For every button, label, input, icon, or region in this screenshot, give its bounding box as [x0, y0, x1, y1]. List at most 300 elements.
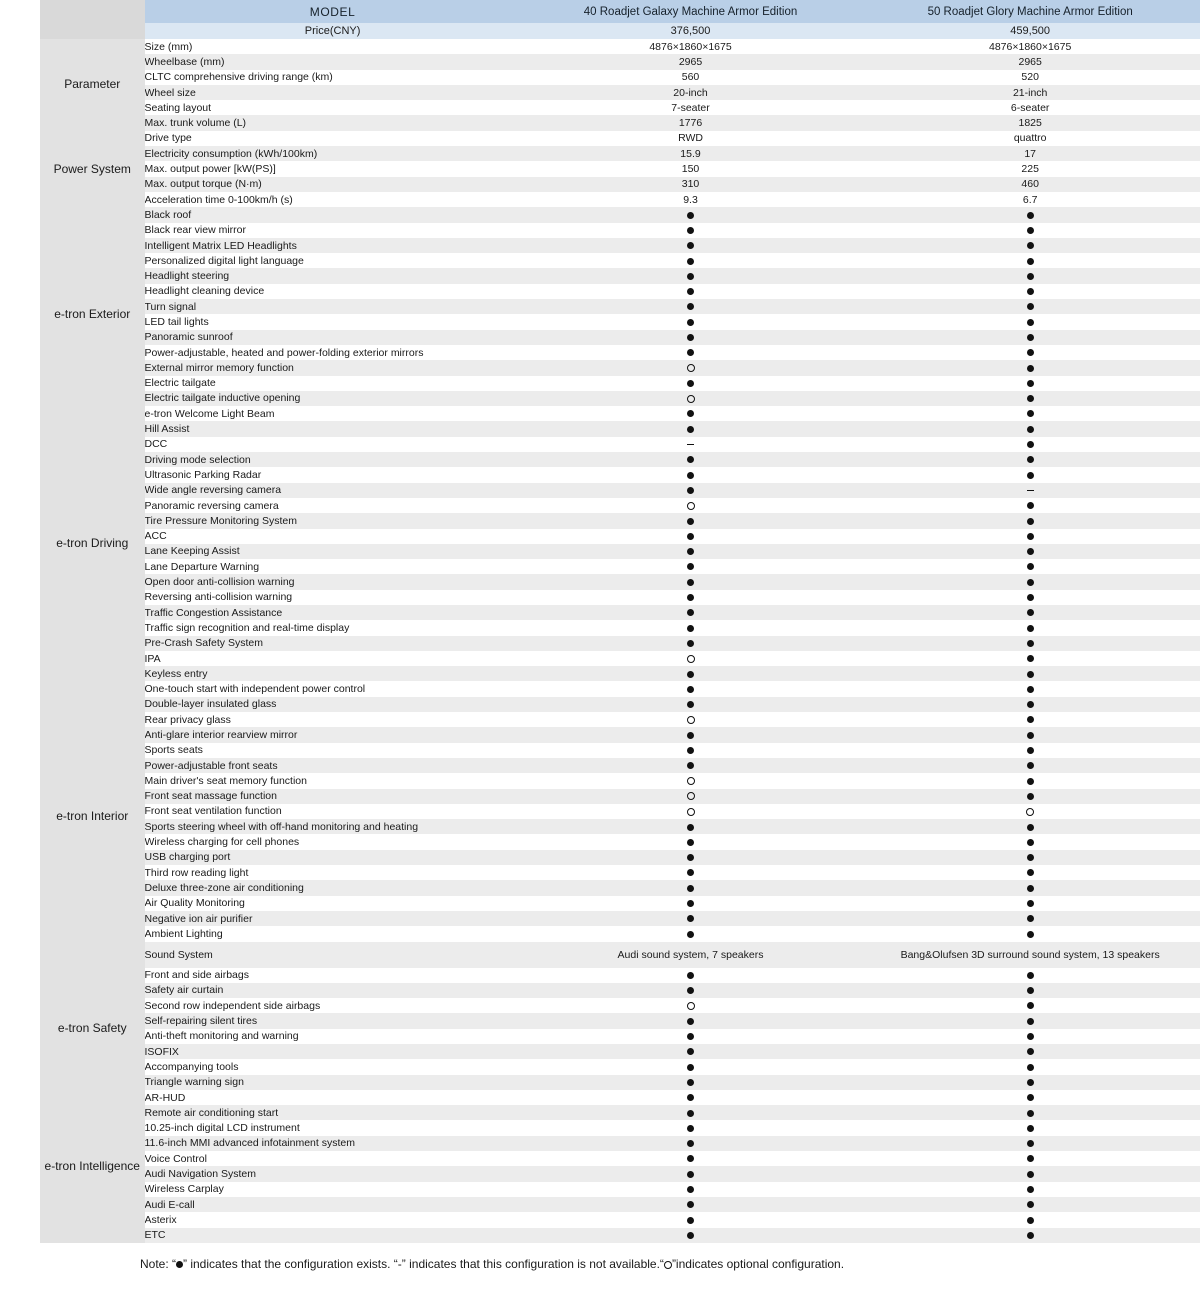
- spec-mark-cell: [521, 574, 861, 589]
- filled-circle-icon: [687, 319, 694, 326]
- spec-mark-cell: [860, 789, 1200, 804]
- spec-value-cell: Audi sound system, 7 speakers: [521, 942, 861, 968]
- filled-circle-icon: [687, 987, 694, 994]
- spec-mark-cell: [521, 968, 861, 983]
- filled-circle-icon: [687, 227, 694, 234]
- spec-mark-cell: [860, 968, 1200, 983]
- feature-label: Max. output power [kW(PS)]: [145, 161, 521, 176]
- spec-mark-cell: [860, 467, 1200, 482]
- filled-circle-icon: [687, 472, 694, 479]
- filled-circle-icon: [1027, 456, 1034, 463]
- filled-circle-icon: [1027, 1155, 1034, 1162]
- spec-mark-cell: [521, 998, 861, 1013]
- feature-label: ETC: [145, 1228, 521, 1243]
- filled-circle-icon: [1027, 716, 1034, 723]
- spec-mark-cell: [521, 1059, 861, 1074]
- spec-row: [40, 1182, 1200, 1197]
- spec-mark-cell: [521, 1075, 861, 1090]
- spec-mark-cell: [521, 314, 861, 329]
- spec-row: [40, 636, 1200, 651]
- filled-circle-icon: [1027, 227, 1034, 234]
- filled-circle-icon: [1027, 1002, 1034, 1009]
- spec-row: [40, 115, 1200, 130]
- spec-mark-cell: [860, 880, 1200, 895]
- feature-label: Third row reading light: [145, 865, 521, 880]
- filled-circle-icon: [1027, 1217, 1034, 1224]
- filled-circle-icon: [1027, 441, 1034, 448]
- spec-row: [40, 819, 1200, 834]
- spec-mark-cell: [860, 207, 1200, 222]
- spec-mark-cell: [860, 1105, 1200, 1120]
- spec-mark-cell: [521, 1029, 861, 1044]
- filled-circle-icon: [687, 824, 694, 831]
- filled-circle-icon: [1027, 655, 1034, 662]
- filled-circle-icon: [1027, 1064, 1034, 1071]
- feature-label: Traffic Congestion Assistance: [145, 605, 521, 620]
- spec-mark-cell: [860, 743, 1200, 758]
- feature-label: Black rear view mirror: [145, 223, 521, 238]
- spec-mark-cell: [521, 1182, 861, 1197]
- filled-circle-icon: [1027, 972, 1034, 979]
- spec-value-cell: quattro: [860, 131, 1200, 146]
- spec-row: [40, 391, 1200, 406]
- legend-note-mid2: ”indicates optional configuration.: [671, 1256, 845, 1271]
- filled-circle-icon: [687, 640, 694, 647]
- spec-mark-cell: [860, 1059, 1200, 1074]
- group-label-5: e-tron Interior: [40, 666, 145, 967]
- filled-circle-icon: [687, 594, 694, 601]
- filled-circle-icon: [1027, 778, 1034, 785]
- spec-row: [40, 620, 1200, 635]
- filled-circle-icon: [1027, 931, 1034, 938]
- spec-mark-cell: [521, 406, 861, 421]
- spec-row: [40, 253, 1200, 268]
- spec-row: [40, 697, 1200, 712]
- filled-circle-icon: [1027, 854, 1034, 861]
- feature-label: Main driver's seat memory function: [145, 773, 521, 788]
- feature-label: Headlight steering: [145, 268, 521, 283]
- feature-label: Driving mode selection: [145, 452, 521, 467]
- spec-row: [40, 743, 1200, 758]
- filled-circle-icon: [1027, 900, 1034, 907]
- spec-mark-cell: [860, 926, 1200, 941]
- feature-label: Max. output torque (N·m): [145, 177, 521, 192]
- filled-circle-icon: [1027, 671, 1034, 678]
- spec-row: [40, 544, 1200, 559]
- spec-row: [40, 192, 1200, 207]
- legend-note: [140, 1257, 1200, 1271]
- spec-value-cell: 4876×1860×1675: [521, 39, 861, 54]
- spec-mark-cell: [860, 681, 1200, 696]
- spec-mark-cell: [860, 983, 1200, 998]
- spec-mark-cell: [860, 452, 1200, 467]
- spec-value-cell: 1776: [521, 115, 861, 130]
- feature-label: Wireless Carplay: [145, 1182, 521, 1197]
- spec-mark-cell: [521, 666, 861, 681]
- filled-circle-icon: [1027, 319, 1034, 326]
- filled-circle-icon: [1027, 987, 1034, 994]
- spec-mark-cell: [860, 376, 1200, 391]
- price-value-1: 376,500: [521, 23, 861, 39]
- spec-mark-cell: [860, 253, 1200, 268]
- spec-row: [40, 773, 1200, 788]
- feature-label: Power-adjustable front seats: [145, 758, 521, 773]
- header-corner-cell: [40, 0, 145, 23]
- spec-row: [40, 1166, 1200, 1181]
- spec-row: [40, 926, 1200, 941]
- legend-note-prefix: Note: “: [140, 1256, 177, 1271]
- filled-circle-icon: [1027, 747, 1034, 754]
- spec-value-cell: 7-seater: [521, 100, 861, 115]
- spec-mark-cell: [521, 376, 861, 391]
- spec-row: [40, 238, 1200, 253]
- feature-label: Wheel size: [145, 85, 521, 100]
- feature-label: Max. trunk volume (L): [145, 115, 521, 130]
- spec-mark-cell: [521, 1105, 861, 1120]
- filled-circle-icon: [687, 426, 694, 433]
- spec-mark-cell: [521, 238, 861, 253]
- spec-row: [40, 70, 1200, 85]
- filled-circle-icon: [687, 380, 694, 387]
- feature-label: Size (mm): [145, 39, 521, 54]
- spec-row: [40, 39, 1200, 54]
- spec-mark-cell: [860, 544, 1200, 559]
- spec-row: [40, 1075, 1200, 1090]
- feature-label: Keyless entry: [145, 666, 521, 681]
- filled-circle-icon: [1027, 273, 1034, 280]
- spec-mark-cell: [860, 850, 1200, 865]
- feature-label: Second row independent side airbags: [145, 998, 521, 1013]
- price-row: [40, 23, 1200, 39]
- spec-row: [40, 146, 1200, 161]
- spec-row: [40, 54, 1200, 69]
- spec-mark-cell: [521, 681, 861, 696]
- hollow-circle-icon: [687, 364, 695, 372]
- spec-mark-cell: [860, 1029, 1200, 1044]
- spec-mark-cell: [860, 330, 1200, 345]
- filled-circle-icon: [1027, 533, 1034, 540]
- spec-mark-cell: [521, 865, 861, 880]
- filled-circle-icon: [687, 762, 694, 769]
- filled-circle-icon: [687, 900, 694, 907]
- spec-row: [40, 651, 1200, 666]
- spec-mark-cell: [521, 391, 861, 406]
- filled-circle-icon: [687, 1201, 694, 1208]
- feature-label: Double-layer insulated glass: [145, 697, 521, 712]
- filled-circle-icon: [687, 1110, 694, 1117]
- spec-row: [40, 330, 1200, 345]
- feature-label: Sports steering wheel with off-hand monitoring and heating: [145, 819, 521, 834]
- feature-label: Remote air conditioning start: [145, 1105, 521, 1120]
- spec-row: [40, 605, 1200, 620]
- feature-label: Sports seats: [145, 743, 521, 758]
- filled-circle-icon: [1027, 426, 1034, 433]
- spec-mark-cell: [521, 529, 861, 544]
- spec-row: [40, 406, 1200, 421]
- feature-label: IPA: [145, 651, 521, 666]
- spec-mark-cell: [521, 1212, 861, 1227]
- filled-circle-icon: [687, 518, 694, 525]
- filled-circle-icon: [687, 1079, 694, 1086]
- spec-mark-cell: [521, 253, 861, 268]
- spec-row: [40, 968, 1200, 983]
- spec-mark-cell: [860, 727, 1200, 742]
- spec-mark-cell: [860, 498, 1200, 513]
- filled-circle-icon: [687, 258, 694, 265]
- spec-row: [40, 100, 1200, 115]
- spec-row: [40, 299, 1200, 314]
- filled-circle-icon: [687, 854, 694, 861]
- feature-label: Sound System: [145, 942, 521, 968]
- feature-label: Anti-theft monitoring and warning: [145, 1029, 521, 1044]
- filled-circle-icon: [1027, 502, 1034, 509]
- feature-label: Headlight cleaning device: [145, 284, 521, 299]
- feature-label: Audi E-call: [145, 1197, 521, 1212]
- group-label-2: Power System: [40, 131, 145, 207]
- feature-label: Tire Pressure Monitoring System: [145, 513, 521, 528]
- feature-label: Accompanying tools: [145, 1059, 521, 1074]
- spec-mark-cell: [521, 911, 861, 926]
- spec-mark-cell: [521, 513, 861, 528]
- filled-circle-icon: [687, 288, 694, 295]
- spec-mark-cell: [521, 1136, 861, 1151]
- filled-circle-icon: [1027, 1033, 1034, 1040]
- group-label-6: e-tron Safety: [40, 968, 145, 1090]
- filled-circle-icon: [1027, 1171, 1034, 1178]
- header-trim-1: 40 Roadjet Galaxy Machine Armor Edition: [521, 0, 861, 23]
- spec-mark-cell: [521, 758, 861, 773]
- spec-mark-cell: [860, 299, 1200, 314]
- spec-mark-cell: [521, 559, 861, 574]
- hollow-circle-icon: [687, 655, 695, 663]
- spec-mark-cell: [860, 406, 1200, 421]
- filled-circle-icon: [687, 869, 694, 876]
- spec-mark-cell: [521, 268, 861, 283]
- spec-mark-cell: [521, 223, 861, 238]
- filled-circle-icon: [1027, 349, 1034, 356]
- hollow-circle-icon: [687, 395, 695, 403]
- spec-value-cell: RWD: [521, 131, 861, 146]
- filled-circle-icon: [687, 839, 694, 846]
- spec-row: [40, 804, 1200, 819]
- feature-label: Personalized digital light language: [145, 253, 521, 268]
- filled-circle-icon: [1027, 762, 1034, 769]
- filled-circle-icon: [687, 1155, 694, 1162]
- spec-mark-cell: [521, 1120, 861, 1135]
- filled-circle-icon: [687, 212, 694, 219]
- filled-circle-icon: [1027, 1094, 1034, 1101]
- dash-icon: [1027, 490, 1034, 491]
- spec-mark-cell: [521, 1044, 861, 1059]
- filled-circle-icon: [687, 349, 694, 356]
- feature-label: CLTC comprehensive driving range (km): [145, 70, 521, 85]
- filled-circle-icon: [1027, 410, 1034, 417]
- spec-mark-cell: [521, 544, 861, 559]
- spec-row: [40, 1044, 1200, 1059]
- feature-label: LED tail lights: [145, 314, 521, 329]
- spec-row: [40, 758, 1200, 773]
- spec-mark-cell: [521, 207, 861, 222]
- spec-value-cell: 6.7: [860, 192, 1200, 207]
- hollow-circle-icon: [687, 716, 695, 724]
- spec-row: [40, 712, 1200, 727]
- feature-label: Rear privacy glass: [145, 712, 521, 727]
- filled-circle-icon: [1027, 732, 1034, 739]
- spec-row: [40, 467, 1200, 482]
- feature-label: Intelligent Matrix LED Headlights: [145, 238, 521, 253]
- spec-row: [40, 1013, 1200, 1028]
- spec-table: [40, 0, 1200, 1243]
- hollow-circle-icon: [1026, 808, 1034, 816]
- spec-mark-cell: [860, 1013, 1200, 1028]
- filled-circle-icon: [687, 915, 694, 922]
- spec-value-cell: 2965: [860, 54, 1200, 69]
- spec-value-cell: 150: [521, 161, 861, 176]
- feature-label: Audi Navigation System: [145, 1166, 521, 1181]
- spec-mark-cell: [521, 1228, 861, 1243]
- spec-mark-cell: [860, 998, 1200, 1013]
- filled-circle-icon: [1027, 793, 1034, 800]
- spec-row: [40, 666, 1200, 681]
- spec-mark-cell: [860, 590, 1200, 605]
- filled-circle-icon: [1027, 548, 1034, 555]
- group-label-4: e-tron Driving: [40, 421, 145, 666]
- spec-row: [40, 559, 1200, 574]
- filled-circle-icon: [687, 1171, 694, 1178]
- spec-row: [40, 314, 1200, 329]
- spec-value-cell: 2965: [521, 54, 861, 69]
- filled-circle-icon: [176, 1261, 183, 1268]
- spec-row: [40, 1151, 1200, 1166]
- filled-circle-icon: [1027, 1125, 1034, 1132]
- spec-row: [40, 1197, 1200, 1212]
- spec-mark-cell: [521, 360, 861, 375]
- feature-label: Reversing anti-collision warning: [145, 590, 521, 605]
- filled-circle-icon: [687, 1064, 694, 1071]
- filled-circle-icon: [687, 671, 694, 678]
- spec-value-cell: 1825: [860, 115, 1200, 130]
- filled-circle-icon: [1027, 915, 1034, 922]
- spec-mark-cell: [521, 834, 861, 849]
- spec-mark-cell: [860, 804, 1200, 819]
- feature-label: Black roof: [145, 207, 521, 222]
- feature-label: Asterix: [145, 1212, 521, 1227]
- filled-circle-icon: [687, 686, 694, 693]
- feature-label: Electricity consumption (kWh/100km): [145, 146, 521, 161]
- feature-label: Power-adjustable, heated and power-folding exterior mirrors: [145, 345, 521, 360]
- filled-circle-icon: [1027, 365, 1034, 372]
- feature-label: Lane Keeping Assist: [145, 544, 521, 559]
- spec-row: [40, 85, 1200, 100]
- spec-row: [40, 498, 1200, 513]
- filled-circle-icon: [687, 701, 694, 708]
- feature-label: DCC: [145, 437, 521, 452]
- spec-mark-cell: [860, 391, 1200, 406]
- spec-mark-cell: [521, 819, 861, 834]
- spec-value-cell: 15.9: [521, 146, 861, 161]
- feature-label: Front seat massage function: [145, 789, 521, 804]
- feature-label: e-tron Welcome Light Beam: [145, 406, 521, 421]
- spec-row: [40, 284, 1200, 299]
- feature-label: Lane Departure Warning: [145, 559, 521, 574]
- feature-label: Pre-Crash Safety System: [145, 636, 521, 651]
- filled-circle-icon: [1027, 212, 1034, 219]
- filled-circle-icon: [687, 1125, 694, 1132]
- filled-circle-icon: [687, 563, 694, 570]
- filled-circle-icon: [1027, 1201, 1034, 1208]
- spec-row: [40, 1136, 1200, 1151]
- spec-mark-cell: [521, 712, 861, 727]
- group-label-1: Parameter: [40, 39, 145, 131]
- spec-row: [40, 452, 1200, 467]
- filled-circle-icon: [687, 625, 694, 632]
- filled-circle-icon: [687, 732, 694, 739]
- hollow-circle-icon: [687, 792, 695, 800]
- feature-label: Hill Assist: [145, 421, 521, 436]
- filled-circle-icon: [1027, 594, 1034, 601]
- feature-label: 10.25-inch digital LCD instrument: [145, 1120, 521, 1135]
- spec-mark-cell: [860, 697, 1200, 712]
- spec-mark-cell: [860, 651, 1200, 666]
- spec-row: [40, 1228, 1200, 1243]
- spec-row: [40, 483, 1200, 498]
- spec-mark-cell: [521, 467, 861, 482]
- spec-mark-cell: [860, 865, 1200, 880]
- spec-mark-cell: [521, 896, 861, 911]
- feature-label: Acceleration time 0-100km/h (s): [145, 192, 521, 207]
- filled-circle-icon: [1027, 640, 1034, 647]
- filled-circle-icon: [687, 1033, 694, 1040]
- spec-row: [40, 942, 1200, 968]
- feature-label: Negative ion air purifier: [145, 911, 521, 926]
- spec-mark-cell: [521, 804, 861, 819]
- spec-mark-cell: [521, 697, 861, 712]
- spec-row: [40, 161, 1200, 176]
- filled-circle-icon: [1027, 258, 1034, 265]
- filled-circle-icon: [1027, 686, 1034, 693]
- spec-row: [40, 207, 1200, 222]
- spec-mark-cell: [860, 574, 1200, 589]
- spec-mark-cell: [860, 223, 1200, 238]
- spec-mark-cell: [860, 712, 1200, 727]
- filled-circle-icon: [687, 1018, 694, 1025]
- spec-mark-cell: [521, 983, 861, 998]
- filled-circle-icon: [1027, 625, 1034, 632]
- spec-value-cell: 560: [521, 70, 861, 85]
- filled-circle-icon: [1027, 1079, 1034, 1086]
- filled-circle-icon: [1027, 609, 1034, 616]
- group-label-3: e-tron Exterior: [40, 207, 145, 421]
- spec-mark-cell: [860, 620, 1200, 635]
- spec-value-cell: 4876×1860×1675: [860, 39, 1200, 54]
- spec-mark-cell: [521, 345, 861, 360]
- filled-circle-icon: [1027, 380, 1034, 387]
- spec-mark-cell: [521, 437, 861, 452]
- spec-mark-cell: [521, 743, 861, 758]
- header-row: [40, 0, 1200, 23]
- filled-circle-icon: [1027, 334, 1034, 341]
- spec-value-cell: 460: [860, 177, 1200, 192]
- header-model-label: MODEL: [145, 0, 521, 23]
- spec-mark-cell: [860, 896, 1200, 911]
- filled-circle-icon: [687, 747, 694, 754]
- spec-mark-cell: [521, 850, 861, 865]
- feature-label: Safety air curtain: [145, 983, 521, 998]
- group-label-7: e-tron Intelligence: [40, 1090, 145, 1243]
- feature-label: Deluxe three-zone air conditioning: [145, 880, 521, 895]
- spec-mark-cell: [521, 773, 861, 788]
- hollow-circle-icon: [687, 777, 695, 785]
